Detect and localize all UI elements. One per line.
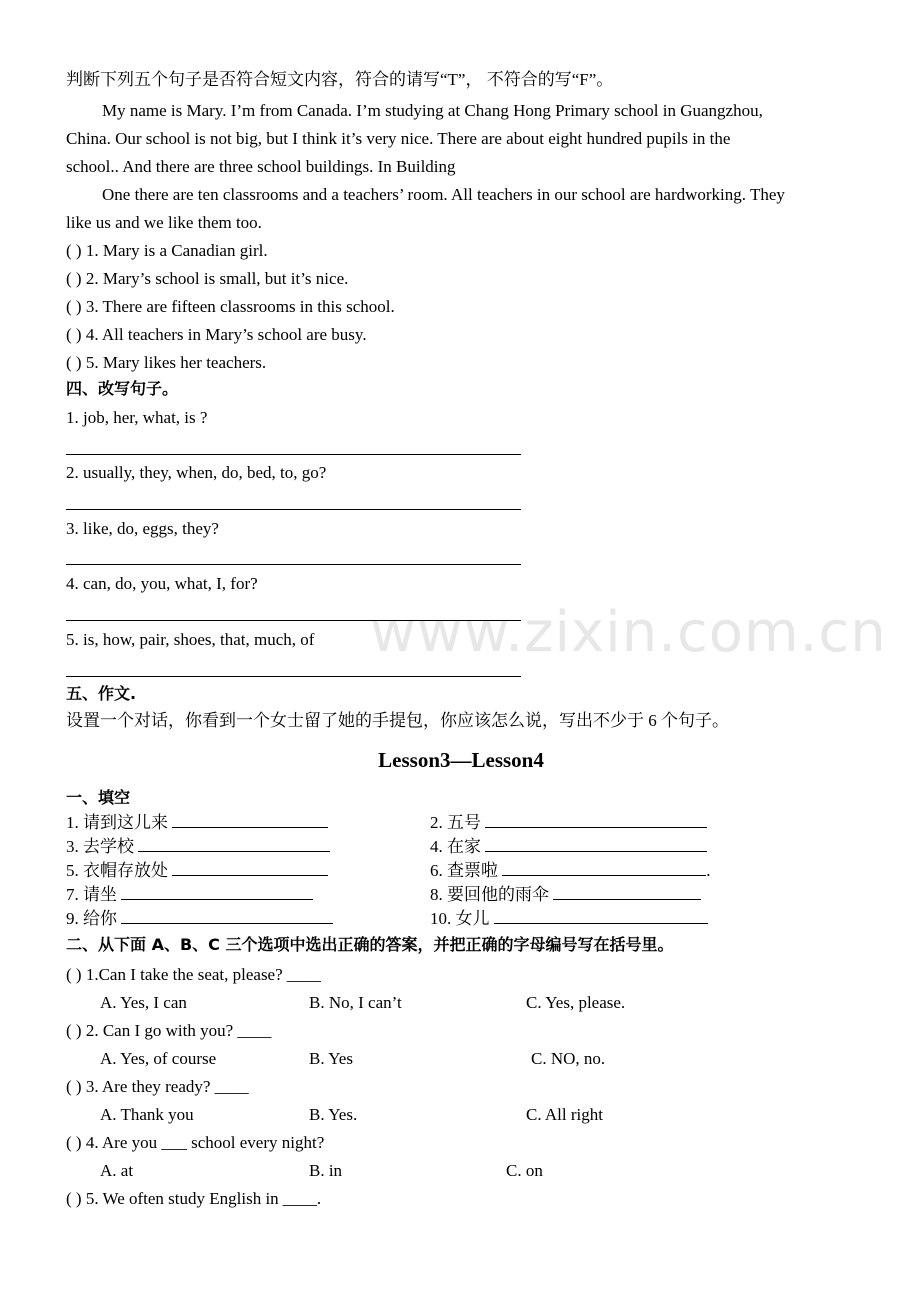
passage-line: One there are ten classrooms and a teachers’ room. All teachers in our school are hardworking. They (102, 185, 785, 204)
blank-line[interactable] (553, 885, 701, 900)
essay-prompt: 设置一个对话，你看到一个女士留了她的手提包，你应该怎么说，写出不少于 6 个句子。 (66, 711, 729, 730)
tf-item: ( ) 1. Mary is a Canadian girl. (66, 241, 268, 260)
fill-item: 5. 衣帽存放处 (66, 861, 328, 881)
fill-item: 2. 五号 (430, 813, 707, 833)
rewrite-item: 1. job, her, what, is ? (66, 408, 208, 427)
tf-item: ( ) 4. All teachers in Mary’s school are busy. (66, 325, 367, 344)
mc-option-b: B. Yes (309, 1049, 353, 1068)
blank-line[interactable] (172, 813, 328, 828)
rewrite-item: 2. usually, they, when, do, bed, to, go? (66, 463, 327, 482)
fill-item: 10. 女儿 (430, 909, 708, 929)
fill-heading: 一、填空 (66, 788, 131, 807)
blank-line[interactable] (121, 909, 333, 924)
mc-question: ( ) 3. Are they ready? ____ (66, 1077, 249, 1096)
answer-line (66, 454, 521, 455)
answer-line (66, 564, 521, 565)
passage-line: school.. And there are three school buildings. In Building (66, 157, 456, 176)
mc-question: ( ) 2. Can I go with you? ____ (66, 1021, 272, 1040)
fill-item: 6. 查票啦 . (430, 861, 711, 880)
mc-option-b: B. in (309, 1161, 343, 1180)
mc-option-c: C. All right (526, 1105, 603, 1124)
rewrite-item: 4. can, do, you, what, I, for? (66, 574, 258, 593)
mc-question: ( ) 1.Can I take the seat, please? ____ (66, 965, 321, 984)
fill-item: 8. 要回他的雨伞 (430, 885, 701, 905)
mc-option-a: A. Yes, I can (100, 993, 187, 1012)
blank-line[interactable] (172, 861, 328, 876)
blank-line[interactable] (138, 837, 330, 852)
mc-option-a: A. Yes, of course (100, 1049, 217, 1068)
tf-item: ( ) 5. Mary likes her teachers. (66, 353, 267, 372)
fill-item: 9. 给你 (66, 909, 333, 929)
passage-line: like us and we like them too. (66, 213, 262, 232)
tf-instruction: 判断下列五个句子是否符合短文内容，符合的请写“T”， 不符合的写“F”。 (66, 70, 614, 89)
rewrite-item: 3. like, do, eggs, they? (66, 519, 219, 538)
answer-line (66, 509, 521, 510)
lesson-title: Lesson3—Lesson4 (378, 748, 544, 772)
tf-item: ( ) 2. Mary’s school is small, but it’s nice. (66, 269, 349, 288)
blank-line[interactable] (502, 861, 706, 876)
section4-heading: 四、改写句子。 (66, 379, 179, 398)
rewrite-item: 5. is, how, pair, shoes, that, much, of (66, 630, 315, 649)
blank-line[interactable] (485, 837, 707, 852)
fill-item: 1. 请到这儿来 (66, 813, 328, 833)
answer-line (66, 620, 521, 621)
mc-heading: 二、从下面 A、B、C 三个选项中选出正确的答案，并把正确的字母编号写在括号里。 (66, 935, 674, 954)
mc-option-b: B. Yes. (309, 1105, 358, 1124)
passage-line: China. Our school is not big, but I think it’s very nice. There are about eight hundred pupils in the (66, 129, 731, 148)
mc-option-a: A. Thank you (100, 1105, 194, 1124)
blank-line[interactable] (485, 813, 707, 828)
mc-question: ( ) 4. Are you ___ school every night? (66, 1133, 325, 1152)
blank-line[interactable] (121, 885, 313, 900)
fill-item: 4. 在家 (430, 837, 707, 857)
mc-option-b: B. No, I can’t (309, 993, 402, 1012)
mc-option-a: A. at (100, 1161, 134, 1180)
fill-item: 3. 去学校 (66, 837, 330, 857)
mc-option-c: C. Yes, please. (526, 993, 626, 1012)
section5-heading: 五、作文. (66, 684, 137, 703)
mc-question: ( ) 5. We often study English in ____. (66, 1189, 322, 1208)
tf-item: ( ) 3. There are fifteen classrooms in this school. (66, 297, 395, 316)
passage-line: My name is Mary. I’m from Canada. I’m studying at Chang Hong Primary school in Guangzhou, (102, 101, 763, 120)
mc-option-c: C. NO, no. (531, 1049, 606, 1068)
answer-line (66, 676, 521, 677)
blank-line[interactable] (494, 909, 708, 924)
mc-option-c: C. on (506, 1161, 543, 1180)
watermark: www.zixin.com.cn (370, 600, 887, 665)
fill-item: 7. 请坐 (66, 885, 313, 905)
